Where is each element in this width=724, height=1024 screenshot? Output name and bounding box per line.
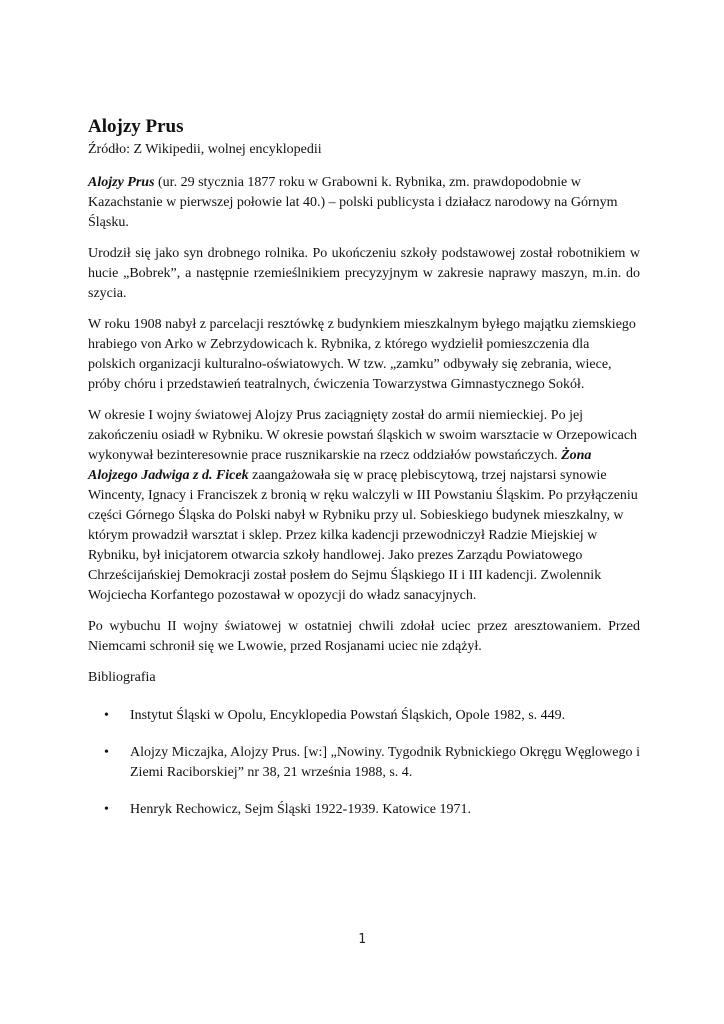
bibliography-item-text: Alojzy Miczajka, Alojzy Prus. [w:] „Nowiny. Tygodnik Rybnickiego Okręgu Węglowego i Ziemi Raciborskiej” nr 38, 21 września 1988, s. 4. [130, 745, 640, 780]
bibliography-item-text: Henryk Rechowicz, Sejm Śląski 1922-1939. Katowice 1971. [130, 802, 471, 817]
intro-name: Alojzy Prus [88, 175, 155, 190]
bibliography-item [88, 743, 640, 783]
paragraph-early-life: Urodził się jako syn drobnego rolnika. Po ukończeniu szkoły podstawowej został robotnikiem w hucie „Bobrek”, a następnie rzemieślnikiem precyzyjnym w zakresie naprawy maszyn, m.in. do szycia. [88, 246, 640, 301]
bibliography-item [88, 706, 640, 726]
document-page [88, 115, 640, 837]
bibliography-item [88, 800, 640, 820]
source-line: Źródło: Z Wikipedii, wolnej encyklopedii [88, 142, 322, 157]
paragraph-war-after: zaangażowała się w pracę plebiscytową, trzej najstarsi synowie Wincenty, Ignacy i Franciszek z bronią w ręku walczyli w III Powstaniu Śląskim. Po przyłączeniu części Górnego Śląska do Polski nabył w Rybniku przy ul. Sobieskiego budynek mieszkalny, w którym prowadził warsztat i sklep. Przez kilka kadencji przewodniczył Radzie Miejskiej w Rybniku, był inicjatorem otwarcia szkoły handlowej. Jako prezes Zarządu Powiatowego Chrześcijańskiej Demokracji został posłem do Sejmu Śląskiego II i III kadencji. Zwolennik Wojciecha Korfantego pozostawał w opozycji do władz sanacyjnych. [88, 468, 638, 603]
bibliography-item-text: Instytut Śląski w Opolu, Encyklopedia Powstań Śląskich, Opole 1982, s. 449. [130, 708, 566, 723]
paragraph-war-emphasis: Żona Alojzego Jadwiga z d. Ficek [88, 448, 592, 483]
intro-paragraph [88, 173, 640, 233]
paragraph-ww2: Po wybuchu II wojny światowej w ostatniej chwili zdołał uciec przez aresztowaniem. Przed Niemcami schronił się we Lwowie, przed Rosjanami uciec nie zdążył. [88, 619, 640, 654]
page-number: 1 [358, 932, 366, 947]
bullet-icon: • [104, 708, 109, 723]
bullet-icon: • [104, 802, 109, 817]
paragraph-war [88, 406, 640, 606]
bibliography-list [88, 706, 640, 820]
intro-text: (ur. 29 stycznia 1877 roku w Grabowni k. Rybnika, zm. prawdopodobnie w Kazachstanie w pierwszej połowie lat 40.) – polski publicysta i działacz narodowy na Górnym Śląsku. [88, 175, 618, 230]
paragraph-war-before: W okresie I wojny światowej Alojzy Prus zaciągnięty został do armii niemieckiej. Po jej zakończeniu osiadł w Rybniku. W okresie powstań śląskich w swoim warsztacie w Orzepowicach wykonywał bezinteresownie prace rusznikarskie na rzecz oddziałów powstańczych. [88, 408, 638, 463]
bibliography-heading: Bibliografia [88, 670, 156, 685]
article-title: Alojzy Prus [88, 116, 184, 137]
paragraph-castle: W roku 1908 nabył z parcelacji resztówkę z budynkiem mieszkalnym byłego majątku ziemskiego hrabiego von Arko w Zebrzydowicach k. Rybnika, z którego wydzielił pomieszczenia dla polskich organizacji kulturalno-oświatowych. W tzw. „zamku” odbywały się zebrania, wiece, próby chóru i przedstawień teatralnych, ćwiczenia Towarzystwa Gimnastycznego Sokół. [88, 317, 636, 392]
bullet-icon: • [104, 745, 109, 760]
